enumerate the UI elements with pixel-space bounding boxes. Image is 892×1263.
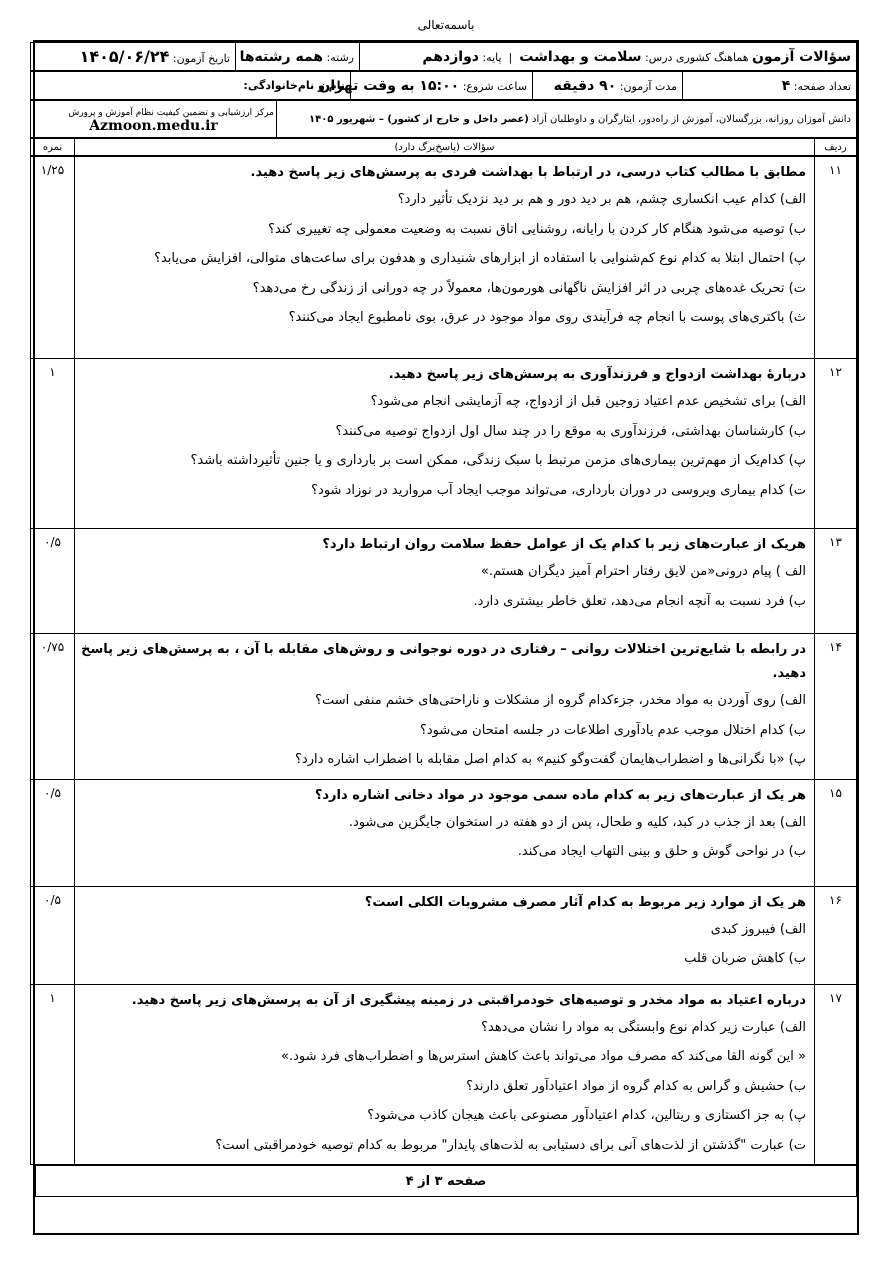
duration: ۹۰ دقیقه: [553, 77, 617, 94]
question-body: [75, 634, 815, 780]
question-score: ۱: [31, 984, 75, 1165]
question-row: [31, 886, 857, 984]
exam-sheet: [33, 40, 859, 1235]
website-link[interactable]: Azmoon.medu.ir: [89, 117, 218, 134]
question-item: الف) فیبروز کبدی: [710, 921, 806, 937]
pages-label: تعداد صفحه:: [793, 79, 851, 93]
field: همه رشته‌ها: [239, 48, 324, 65]
pages-cell: [683, 72, 857, 100]
question-body: [75, 157, 815, 359]
question-item: « این گونه القا می‌کند که مصرف مواد می‌تواند باعث کاهش استرس‌ها و اضطراب‌های فرد شود.»: [281, 1049, 806, 1064]
question-row: [31, 529, 857, 634]
duration-label: مدت آزمون:: [619, 79, 677, 93]
question-body: [75, 529, 815, 634]
grade-label: پایه:: [482, 50, 502, 64]
question-body: [75, 779, 815, 886]
question-number: ۱۴: [815, 634, 857, 780]
duration-cell: [533, 72, 683, 100]
question-row: [31, 157, 857, 359]
questions-table: [30, 138, 857, 156]
question-item: الف ) پیام درونی«من لایق رفتار احترام آمیز دیگران هستم.»: [480, 564, 806, 579]
exam-title-prefix: سؤالات آزمون: [752, 48, 851, 65]
question-score: ۰/۷۵: [31, 634, 75, 780]
field-cell: [236, 43, 360, 71]
question-score: ۰/۵: [31, 529, 75, 634]
page-count: ۴: [781, 77, 791, 94]
name-cell: [31, 72, 351, 100]
question-item: ت) کدام بیماری ویروسی در دوران بارداری، می‌تواند موجب ایجاد آب مروارید در نوزاد شود؟: [311, 482, 806, 498]
date-cell: [31, 43, 236, 71]
center-name: مرکز ارزشیابی و تضمین کیفیت نظام آموزش و پرورش: [68, 107, 274, 118]
exam-title-cell: سؤالات آزمون هماهنگ کشوری درس: سلامت و بهداشت | پایه: دوازدهم: [360, 43, 857, 71]
question-title: درباره اعتیاد به مواد مخدر و توصیه‌های خودمراقبتی در زمینه پیشگیری از آن به پرسش‌های زیر پاسخ دهید.: [131, 992, 806, 1008]
question-score: ۱: [31, 359, 75, 529]
question-row: [31, 779, 857, 886]
start-time: ۱۵:۰۰ به وقت تهران: [318, 77, 460, 94]
question-item: ت) عبارت "گذشتن از لذت‌های آنی برای دستیابی به لذت‌های پایدار" مربوط به کدام توصیه خودمراقبتی است؟: [215, 1137, 806, 1153]
question-title: در رابطه با شایع‌ترین اختلالات روانی – رفتاری در دوره نوجوانی و روش‌های مقابله با آن ، به پرسش‌های زیر پاسخ دهید.: [81, 642, 806, 681]
header-table-2: [30, 71, 857, 100]
header-table-3: [30, 100, 857, 138]
col-score: نمره: [31, 139, 75, 156]
bismillah: باسمه‌تعالی: [417, 18, 475, 32]
exam-date: ۱۴۰۵/۰۶/۲۴: [79, 47, 170, 66]
question-number: ۱۱: [815, 157, 857, 359]
question-title: هر یک از عبارت‌های زیر به کدام ماده سمی موجود در مواد دخانی اشاره دارد؟: [314, 787, 806, 803]
grade: دوازدهم: [422, 48, 479, 65]
field-label: رشته:: [326, 50, 354, 64]
question-item: پ) کدام‌یک از مهم‌ترین بیماری‌های مزمن مرتبط با سبک زندگی، ممکن است بر بارداری و یا جنین تأثیرداشته باشد؟: [190, 453, 806, 468]
question-row: [31, 634, 857, 780]
question-item: ب) کارشناسان بهداشتی، فرزندآوری به موقع را در چند سال اول ازدواج توصیه می‌کنند؟: [335, 423, 806, 439]
header-table: [30, 42, 857, 71]
question-title: دربارهٔ بهداشت ازدواج و فرزندآوری به پرسش‌های زیر پاسخ دهید.: [388, 367, 806, 382]
exam-title-mid: هماهنگ کشوری درس:: [641, 50, 753, 64]
question-score: ۰/۵: [31, 886, 75, 984]
question-number: ۱۲: [815, 359, 857, 529]
question-number: ۱۶: [815, 886, 857, 984]
question-number: ۱۳: [815, 529, 857, 634]
start-label: ساعت شروع:: [462, 79, 527, 93]
page-info: صفحه ۳ از ۴: [36, 1166, 857, 1197]
question-item: الف) کدام عیب انکساری چشم، هم بر دید دور و هم بر دید نزدیک تأثیر دارد؟: [397, 192, 806, 207]
question-item: ب) در نواحی گوش و حلق و بینی التهاب ایجاد می‌کند.: [517, 844, 806, 859]
students-cell: [277, 101, 857, 138]
question-item: الف) برای تشخیص عدم اعتیاد زوجین قبل از ازدواج، چه آزمایشی انجام می‌شود؟: [370, 394, 806, 409]
question-number: ۱۷: [815, 984, 857, 1165]
question-item: ب) کدام اختلال موجب عدم یادآوری اطلاعات در جلسه امتحان می‌شود؟: [419, 722, 806, 738]
question-row: [31, 984, 857, 1165]
question-item: الف) عبارت زیر کدام نوع وابستگی به مواد را نشان می‌دهد؟: [481, 1019, 806, 1035]
question-item: ث) باکتری‌های پوست با انجام چه فرآیندی روی مواد موجود در عرق، بوی نامطبوع ایجاد می‌کنند؟: [288, 310, 806, 325]
question-item: ت) تحریک غده‌های چربی در اثر افزایش ناگهانی هورمون‌ها، معمولاً در چه دورانی از زندگی رخ می‌دهد؟: [252, 280, 806, 296]
question-title: مطابق با مطالب کتاب درسی، در ارتباط با بهداشت فردی به پرسش‌های زیر پاسخ دهید.: [250, 165, 806, 180]
question-item: الف) روی آوردن به مواد مخدر، جزءکدام گروه از مشکلات و ناراحتی‌های خشم منفی است؟: [315, 693, 806, 708]
question-number: ۱۵: [815, 779, 857, 886]
col-row: ردیف: [815, 139, 857, 156]
start-cell: [318, 72, 533, 100]
students-session: (عصر داخل و خارج از کشور) – شهریور ۱۴۰۵: [309, 113, 529, 125]
question-body: [75, 359, 815, 529]
question-body: [75, 886, 815, 984]
question-title: هریک از عبارت‌های زیر با کدام یک از عوامل حفظ سلامت روان ارتباط دارد؟: [322, 537, 806, 552]
question-item: پ) احتمال ابتلا به کدام نوع کم‌شنوایی با استفاده از ابزارهای شنیداری و هدفون برای ساعت‌های متوالی، افزایش می‌یابد؟: [154, 251, 806, 266]
question-item: ب) فرد نسبت به آنچه انجام می‌دهد، تعلق خاطر بیشتری دارد.: [473, 593, 806, 609]
question-item: ب) توصیه می‌شود هنگام کار کردن با رایانه، روشنایی اتاق نسبت به وضعیت معمولی چه تغییری کند؟: [268, 221, 806, 237]
question-score: ۰/۵: [31, 779, 75, 886]
date-label: تاریخ آزمون:: [172, 52, 230, 65]
column-header-row: [31, 139, 857, 156]
footer-table: [35, 1165, 857, 1197]
question-body: [75, 984, 815, 1165]
question-item: ب) حشیش و گراس به کدام گروه از مواد اعتیادآور تعلق دارند؟: [466, 1078, 806, 1094]
name-label: نام و نام‌خانوادگی:: [243, 79, 345, 92]
col-questions: سؤالات (پاسخ‌برگ دارد): [75, 139, 815, 156]
subject: سلامت و بهداشت: [519, 48, 642, 65]
question-item: الف) بعد از جذب در کبد، کلیه و طحال، پس از دو هفته در استخوان جایگزین می‌شود.: [348, 814, 806, 830]
question-rows: [30, 156, 857, 1165]
students-prefix: دانش آموزان روزانه، بزرگسالان، آموزش از راه‌دور، ایثارگران و داوطلبان آزاد: [532, 113, 851, 125]
question-title: هر یک از موارد زیر مربوط به کدام آثار مصرف مشروبات الکلی است؟: [364, 894, 806, 910]
question-row: [31, 359, 857, 529]
center-cell: [31, 101, 277, 138]
question-score: ۱/۲۵: [31, 157, 75, 359]
question-item: ب) کاهش ضربان قلب: [684, 951, 806, 966]
question-item: پ) به جز اکستازی و ریتالین، کدام اعتیادآور مصنوعی باعث هیجان کاذب می‌شود؟: [367, 1108, 806, 1123]
question-item: پ) «با نگرانی‌ها و اضطراب‌هایمان گفت‌وگو کنیم» به کدام اصل مقابله با اضطراب اشاره دارد؟: [295, 752, 806, 767]
